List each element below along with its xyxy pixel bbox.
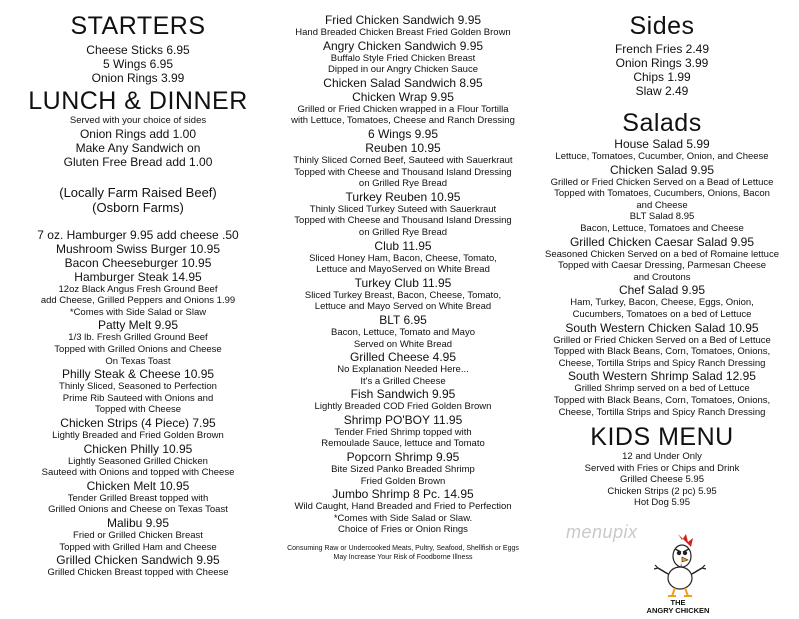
menu-item-desc: Topped with Cheese and Thousand Island Dressing: [294, 166, 512, 178]
menu-item: [2, 442, 274, 479]
menu-item-name: Chicken Wrap 9.95: [352, 89, 454, 104]
menu-item: [262, 313, 544, 350]
menu-item-desc: Topped with Grilled Ham and Cheese: [59, 541, 217, 553]
menu-item-desc: Lightly Breaded COD Fried Golden Brown: [314, 401, 492, 413]
menu-item-name: House Salad 5.99: [614, 137, 710, 151]
sides-item: Chips 1.99: [633, 70, 691, 84]
chicken-icon: [638, 528, 718, 614]
menu-item: [262, 141, 544, 190]
menu-item-name: Chicken Strips (4 Piece) 7.95: [60, 415, 216, 430]
menu-item-name: Turkey Club 11.95: [354, 275, 452, 290]
menu-item-name: 7 oz. Hamburger 9.95 add cheese .50: [37, 227, 239, 242]
menu-item-desc: Lettuce and Mayo Served on White Bread: [314, 301, 492, 313]
lunch-dinner-note: Served with your choice of sides: [69, 115, 207, 126]
menu-item: [262, 413, 544, 450]
menu-item-name: Hamburger Steak 14.95: [74, 269, 202, 284]
col2-items: [262, 13, 544, 536]
menu-item-desc: Bite Sized Panko Breaded Shrimp: [331, 464, 475, 476]
menu-item-desc: Topped with Cheese and Thousand Island Dressing: [294, 215, 512, 227]
menu-item-name: Club 11.95: [374, 238, 432, 253]
menu-item-desc: Topped with Black Beans, Corn, Tomatoes, Onions,: [553, 346, 771, 358]
menu-item: [528, 321, 796, 370]
menu-item-desc: Tender Fried Shrimp topped with: [334, 426, 472, 438]
menu-item-desc: Cucumbers, Tomatoes on a bed of Lettuce: [572, 308, 752, 320]
menu-item-desc: add Cheese, Grilled Peppers and Onions 1.99: [40, 295, 236, 307]
menu-item: [262, 190, 544, 239]
beef-note: (Osborn Farms): [92, 200, 184, 216]
starters-item: 5 Wings 6.95: [102, 57, 174, 71]
menu-item-desc: Topped with Tomatoes, Cucumbers, Onions, Bacon: [554, 188, 770, 200]
menu-item-desc: Grilled or Fried Chicken wrapped in a Flour Tortilla: [297, 103, 509, 115]
menu-item-desc: Cheese, Tortilla Strips and Spicy Ranch Dressing: [558, 406, 766, 418]
menu-item-desc: Topped with Grilled Onions and Cheese: [54, 343, 222, 355]
lunch-dinner-title: LUNCH & DINNER: [28, 87, 248, 115]
menu-item-name: Fried Chicken Sandwich 9.95: [324, 13, 482, 27]
menu-item-desc: Grilled or Fried Chicken Served on a Bead of Lettuce: [550, 176, 774, 188]
menu-item: [2, 242, 274, 256]
menu-item-desc: Topped with Black Beans, Corn, Tomatoes, Onions,: [553, 394, 771, 406]
kids-line: 12 and Under Only: [622, 451, 702, 463]
menu-item-desc: Tender Grilled Breast topped with: [67, 492, 209, 504]
menu-item: [2, 270, 274, 319]
menu-item-name: BLT 6.95: [379, 312, 427, 327]
menu-item-name: Reuben 10.95: [365, 140, 441, 155]
menu-item: [2, 553, 274, 579]
addon-line: Make Any Sandwich on: [75, 140, 201, 155]
menu-item-desc: Served on White Bread: [353, 338, 453, 350]
addon-line: Onion Rings add 1.00: [79, 126, 197, 141]
menu-item-desc: Bacon, Lettuce, Tomato and Mayo: [331, 326, 475, 338]
menu-item-name: Chicken Melt 10.95: [86, 478, 190, 493]
menu-item-name: BLT Salad 8.95: [629, 211, 695, 223]
menu-item-desc: Dipped in our Angry Chicken Sauce: [328, 64, 478, 76]
menu-item-desc: Thinly Sliced Corned Beef, Sauteed with Sauerkraut: [293, 154, 513, 166]
kids-line: Chicken Strips (2 pc) 5.95: [607, 485, 717, 497]
menu-item-desc: Topped with Caesar Dressing, Parmesan Cheese: [557, 260, 767, 272]
menu-item-desc: *Comes with Side Salad or Slaw: [69, 306, 207, 318]
starters-title: STARTERS: [70, 12, 206, 40]
menu-item: [528, 137, 796, 163]
salad-items: [528, 137, 796, 418]
menu-item-desc: On Texas Toast: [105, 355, 171, 367]
sides-item: French Fries 2.49: [614, 42, 710, 56]
watermark: menupix: [566, 522, 638, 542]
menu-item-name: Fish Sandwich 9.95: [350, 387, 456, 402]
menu-item-name: Chicken Salad 9.95: [609, 162, 715, 177]
menu-item: [262, 39, 544, 76]
kids-title: KIDS MENU: [590, 423, 734, 452]
menu-item: [528, 283, 796, 320]
menu-item-desc: Thinly Sliced Turkey Suteed with Sauerkraut: [309, 203, 497, 215]
menu-item-desc: Lettuce and MayoServed on White Bread: [316, 264, 490, 276]
menu-item-desc: 12oz Black Angus Fresh Ground Beef: [58, 283, 218, 295]
menu-item-name: Grilled Chicken Sandwich 9.95: [56, 553, 220, 568]
menu-item-desc: Hand Breaded Chicken Breast Fried Golden Brown: [295, 27, 511, 38]
menu-item: [528, 369, 796, 418]
menu-item: [262, 387, 544, 413]
menu-item: [2, 367, 274, 416]
menu-item-desc: Remoulade Sauce, lettuce and Tomato: [321, 438, 485, 450]
kids-line: Hot Dog 5.95: [634, 497, 690, 509]
menu-item: [262, 450, 544, 487]
menu-item-desc: Fried or Grilled Chicken Breast: [73, 529, 203, 541]
salads-title: Salads: [622, 109, 702, 137]
addon-line: Gluten Free Bread add 1.00: [63, 154, 213, 169]
menu-item-desc: Prime Rib Sauteed with Onions and: [62, 392, 214, 404]
menu-item-desc: and Cheese: [636, 199, 688, 211]
menu-item: [262, 76, 544, 90]
menu-item: [528, 163, 796, 212]
menu-item-desc: on Grilled Rye Bread: [358, 178, 448, 190]
menu-item-desc: *Comes with Side Salad or Slaw.: [333, 512, 473, 524]
menu-item-name: Popcorn Shrimp 9.95: [346, 450, 460, 465]
menu-item-desc: Thinly Sliced, Seasoned to Perfection: [59, 381, 217, 393]
menu-item: [2, 479, 274, 516]
disclaimer-line: May Increase Your Risk of Foodborne Illness: [333, 554, 473, 562]
menu-item-name: Patty Melt 9.95: [97, 318, 179, 333]
menu-item-desc: Lightly Seasoned Grilled Chicken: [68, 455, 208, 467]
menu-item-name: Bacon Cheeseburger 10.95: [64, 255, 212, 270]
menu-item: [2, 318, 274, 367]
menu-item: [262, 239, 544, 276]
menu-item: [2, 516, 274, 553]
menu-item-desc: Choice of Fries or Onion Rings: [338, 524, 468, 536]
menu-item-desc: Bacon, Lettuce, Tomatoes and Cheese: [580, 222, 744, 234]
menu-item-name: South Western Chicken Salad 10.95: [565, 320, 759, 335]
menu-item-name: Shrimp PO'BOY 11.95: [343, 412, 463, 427]
starters-item: Cheese Sticks 6.95: [86, 43, 190, 57]
menu-item-desc: Sauteed with Onions and topped with Cheese: [41, 467, 235, 479]
menu-item-name: Chicken Philly 10.95: [83, 441, 193, 456]
menu-item-desc: and Croutons: [633, 271, 691, 283]
menu-item-name: Chicken Salad Sandwich 8.95: [323, 75, 483, 90]
sides-item: Onion Rings 3.99: [615, 56, 709, 70]
menu-item-name: Philly Steak & Cheese 10.95: [61, 367, 215, 382]
menu-item-name: Grilled Chicken Caesar Salad 9.95: [569, 234, 755, 249]
menu-item: [528, 211, 796, 234]
menu-item-desc: Lightly Breaded and Fried Golden Brown: [52, 429, 224, 441]
menu-item: [528, 235, 796, 284]
menu-item-desc: Wild Caught, Hand Breaded and Fried to Perfection: [294, 501, 512, 513]
menu-item-desc: Ham, Turkey, Bacon, Cheese, Eggs, Onion,: [570, 297, 754, 309]
menu-item-desc: No Explanation Needed Here...: [337, 364, 469, 376]
column-left: [2, 0, 274, 579]
menu-item-desc: Grilled or Fried Chicken Served on a Bed of Lettuce: [553, 334, 771, 346]
menu-item-desc: Sliced Honey Ham, Bacon, Cheese, Tomato,: [309, 252, 497, 264]
menu-item: [262, 13, 544, 39]
menu-item-desc: Lettuce, Tomatoes, Cucumber, Onion, and Cheese: [555, 151, 769, 162]
menu-item-desc: Fried Golden Brown: [360, 475, 446, 487]
menu-item-name: 6 Wings 9.95: [367, 126, 439, 141]
menu-item: [262, 276, 544, 313]
menu-item-desc: Cheese, Tortilla Strips and Spicy Ranch Dressing: [558, 357, 766, 369]
disclaimer-line: Consuming Raw or Undercooked Meats, Pultry, Seafood, Shellfish or Eggs: [287, 545, 519, 553]
menu-item-name: South Western Shrimp Salad 12.95: [568, 369, 756, 384]
sides-title: Sides: [629, 12, 695, 40]
menu-item-name: Chef Salad 9.95: [618, 283, 706, 298]
menu-item: [262, 350, 544, 387]
sides-item: Slaw 2.49: [635, 84, 689, 98]
menu-item-desc: Grilled Shrimp served on a bed of Lettuce: [574, 383, 750, 395]
menu-item-desc: with Lettuce, Tomatoes, Cheese and Ranch Dressing: [291, 115, 515, 127]
menu-item-desc: It's a Grilled Cheese: [360, 375, 446, 387]
menu-item: [262, 90, 544, 127]
starters-item: Onion Rings 3.99: [91, 71, 185, 85]
menu-item-name: Jumbo Shrimp 8 Pc. 14.95: [332, 487, 474, 502]
menu-item: [2, 228, 274, 242]
column-middle: [262, 0, 544, 562]
menu-item-desc: Buffalo Style Fried Chicken Breast: [330, 52, 476, 64]
kids-line: Served with Fries or Chips and Drink: [584, 462, 740, 474]
menu-item: [262, 487, 544, 536]
menu-item: [262, 127, 544, 141]
menu-item-desc: Grilled Chicken Breast topped with Cheese: [47, 567, 229, 579]
menu-item-name: Angry Chicken Sandwich 9.95: [322, 38, 484, 53]
menu-item-name: Malibu 9.95: [106, 515, 170, 530]
menu-item-desc: Grilled Onions and Cheese on Texas Toast: [48, 504, 228, 516]
menu-item-name: Grilled Cheese 4.95: [349, 350, 457, 365]
kids-line: Grilled Cheese 5.95: [620, 474, 704, 486]
column-right: [528, 0, 796, 509]
menu-item-desc: Seasoned Chicken Served on a bed of Romaine lettuce: [545, 248, 779, 260]
menu-item: [2, 416, 274, 442]
menu-item-name: Mushroom Swiss Burger 10.95: [55, 241, 221, 256]
menu-item-desc: Topped with Cheese: [94, 404, 182, 416]
menu-item-desc: 1/3 lb. Fresh Grilled Ground Beef: [68, 332, 208, 344]
col1-items: [2, 228, 274, 579]
menu-item-name: Turkey Reuben 10.95: [345, 189, 461, 204]
menu-item-desc: Sliced Turkey Breast, Bacon, Cheese, Tomato,: [304, 289, 502, 301]
menu-item: [2, 256, 274, 270]
menu-item-desc: on Grilled Rye Bread: [358, 226, 448, 238]
logo-text-the: THE: [670, 598, 686, 607]
logo-text-name: ANGRY CHICKEN: [646, 606, 710, 614]
angry-chicken-logo: [638, 528, 718, 614]
beef-note: (Locally Farm Raised Beef): [59, 184, 217, 200]
